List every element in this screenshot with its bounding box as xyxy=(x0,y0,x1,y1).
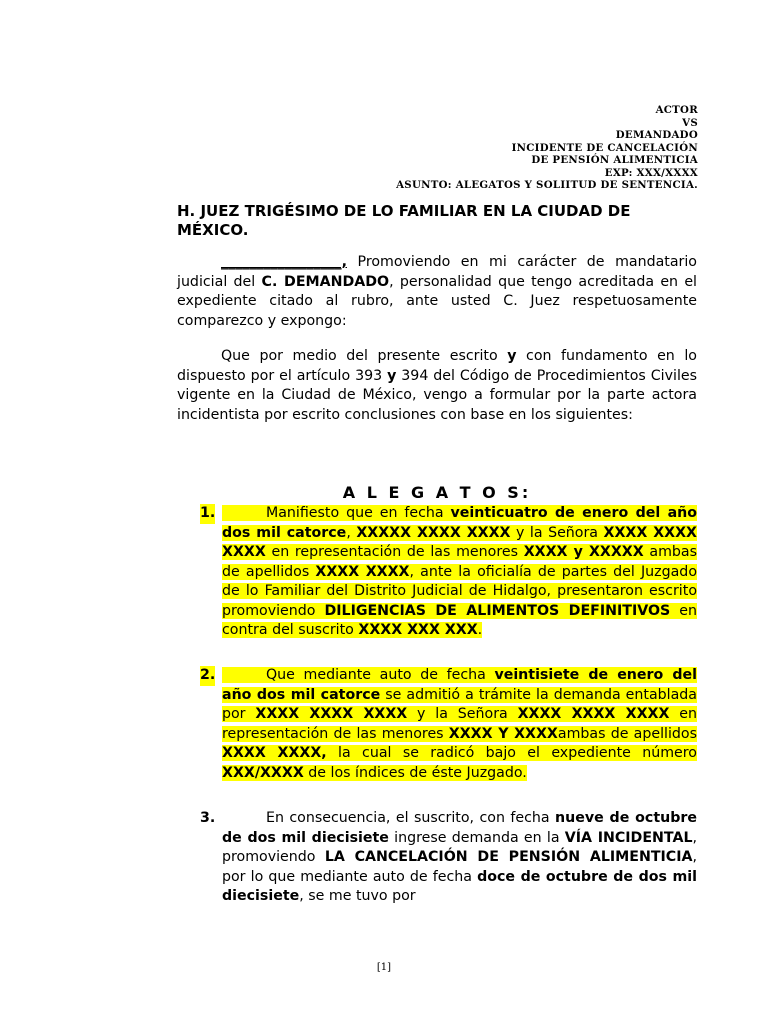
item-body xyxy=(222,809,697,907)
text-run: , por lo que mediante auto de fecha xyxy=(222,849,697,885)
header-line: ASUNTO: ALEGATOS Y SOLIITUD DE SENTENCIA. xyxy=(396,179,698,191)
text-run-bold: veintisiete de enero del año dos mil catorce xyxy=(222,667,697,703)
text-run-bold: LA CANCELACIÓN DE PENSIÓN ALIMENTICIA xyxy=(324,849,693,865)
header-line: DEMANDADO xyxy=(615,129,698,141)
text-run: En consecuencia, el suscrito, con fecha xyxy=(266,810,555,826)
case-header xyxy=(278,104,698,192)
text-run-bold: XXXX XXXX xyxy=(315,563,410,580)
text-run-bold: XXXX XXXX, xyxy=(222,745,327,761)
name-blank: _________________, xyxy=(221,254,347,270)
text-run-bold: DILIGENCIAS DE ALIMENTOS DEFINITIVOS xyxy=(324,602,671,619)
text-run: ingrese demanda en la xyxy=(388,829,565,846)
text-run-bold: XXX/XXXX xyxy=(222,764,304,781)
text-run: en contra del suscrito xyxy=(222,602,697,638)
item-number: 2. xyxy=(200,666,215,686)
section-title: A L E G A T O S: xyxy=(342,483,532,502)
text-run-bold: XXXXX XXXX XXXX xyxy=(356,524,511,541)
text-run: , xyxy=(346,524,357,541)
header-line: VS xyxy=(682,116,698,129)
text-run: , promoviendo xyxy=(222,829,697,865)
intro-paragraph xyxy=(177,253,697,331)
text-run: Que mediante auto de fecha xyxy=(266,667,495,683)
text-run: . xyxy=(477,622,483,638)
text-run: 394 del Código de Procedimientos Civiles vigente en la Ciudad de México, vengo a formular por la parte actora incidentista por escrito conclusiones con base en los siguientes: xyxy=(177,367,698,423)
header-line: EXP: XXX/XXXX xyxy=(604,166,698,179)
header-line: DE PENSIÓN ALIMENTICIA xyxy=(531,154,698,166)
header-line: ACTOR xyxy=(655,104,698,116)
text-run-bold: VÍA INCIDENTAL xyxy=(564,829,693,846)
item-body xyxy=(222,666,697,783)
text-run-bold: y xyxy=(507,348,517,364)
text-run-bold: veinticuatro de enero del año dos mil catorce xyxy=(222,505,697,541)
text-run: Que por medio del presente escrito xyxy=(221,348,508,364)
text-run-bold: y xyxy=(387,367,397,384)
text-run: con fundamento en lo dispuesto por el artículo 393 xyxy=(177,348,697,384)
text-run-bold: XXXX XXX XXX xyxy=(358,622,478,638)
allegation-item-1 xyxy=(200,504,697,641)
text-run-bold: doce de octubre de dos mil diecisiete xyxy=(222,868,697,904)
text-run: se admitió a trámite la demanda entablada por xyxy=(222,686,697,722)
text-run: de los índices de éste Juzgado. xyxy=(303,764,527,781)
text-run-bold: XXXX Y XXXX xyxy=(448,725,558,742)
item-number: 1. xyxy=(200,504,215,524)
text-run-bold: XXXX XXXX XXXX xyxy=(255,706,408,722)
text-run: Manifiesto que en fecha xyxy=(266,505,451,521)
text-run: y la Señora xyxy=(407,706,518,722)
header-line: INCIDENTE DE CANCELACIÓN xyxy=(511,141,698,154)
addressee-heading: H. JUEZ TRIGÉSIMO DE LO FAMILIAR EN LA CIUDAD DE MÉXICO. xyxy=(177,202,631,239)
text-run-bold: nueve de octubre de dos mil diecisiete xyxy=(222,810,697,846)
item-body xyxy=(222,504,697,641)
text-run-bold: XXXX y XXXXX xyxy=(523,544,644,560)
text-run-bold: C. DEMANDADO xyxy=(261,273,390,290)
allegation-item-2 xyxy=(200,666,697,783)
text-run-bold: XXXX XXXX XXXX xyxy=(517,706,670,722)
text-run: en representación de las menores xyxy=(222,706,697,742)
text-run: y la Señora xyxy=(510,524,604,541)
text-run: , personalidad que tengo acreditada en el expediente citado al rubro, ante usted C. Juez respetuosamente comparezco y expongo: xyxy=(177,273,697,329)
text-run: ambas de apellidos xyxy=(222,544,697,580)
basis-paragraph xyxy=(177,347,697,425)
text-run: , se me tuvo por xyxy=(299,888,416,904)
item-number: 3. xyxy=(200,810,216,826)
text-run: , ante la oficialía de partes del Juzgado de lo Familiar del Distrito Judicial de Hidalgo, presentaron escrito promoviendo xyxy=(222,563,697,619)
text-run: ambas de apellidos xyxy=(557,725,697,742)
text-run-bold: XXXX XXXX XXXX xyxy=(222,524,697,560)
text-run: la cual se radicó bajo el expediente número xyxy=(326,745,697,761)
page-number: [1] xyxy=(376,962,392,973)
text-run: Promoviendo en mi carácter de mandatario judicial del xyxy=(177,254,697,290)
text-run: en representación de las menores xyxy=(265,544,524,560)
allegation-item-3 xyxy=(200,809,697,907)
